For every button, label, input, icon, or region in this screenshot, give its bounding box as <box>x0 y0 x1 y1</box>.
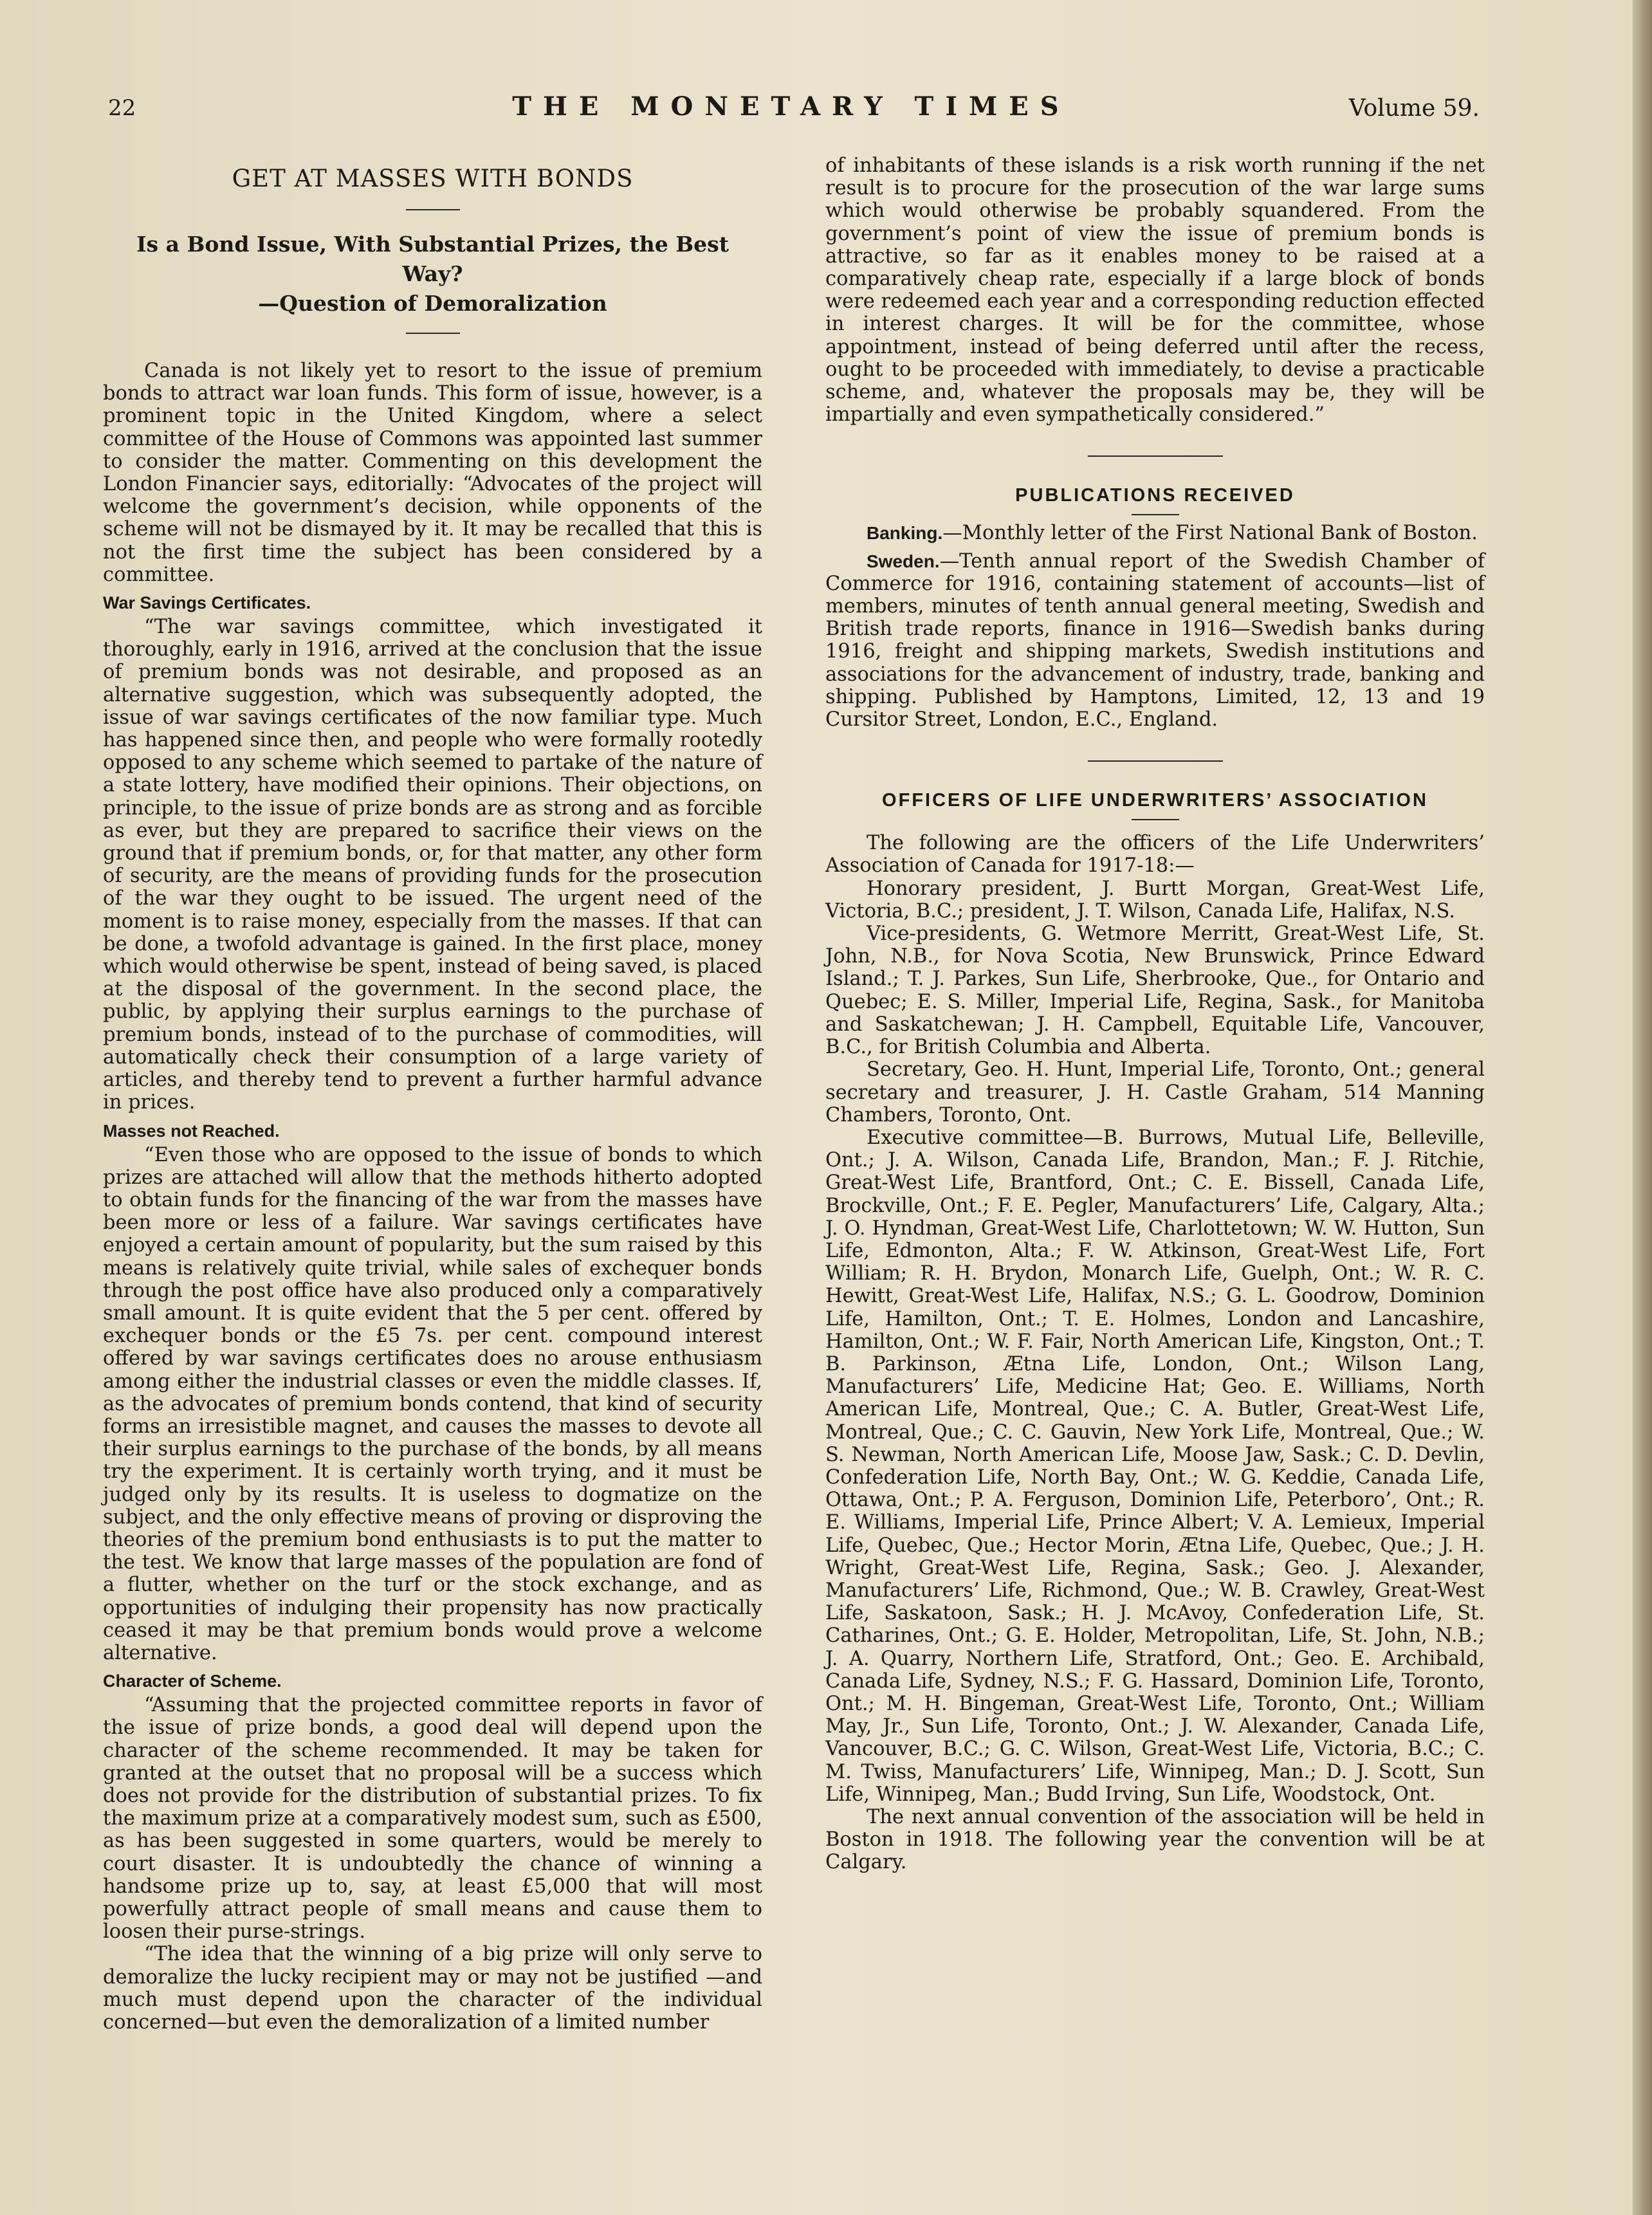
divider <box>406 209 460 210</box>
paragraph: Canada is not likely yet to resort to the issue of premium bonds to attract war loan funds. This form of issue, however, is a prominent topic in the United Kingdom, where a select committee of the House of Commons was appointed last summer to consider the matter. Commenting on this development the London Financier says, editorially: “Advocates of the project will welcome the government’s decision, while opponents of the scheme will not be dismayed by it. It may be recalled that this is not the first time the subject has been considered by a committee. <box>103 360 762 586</box>
divider <box>1088 760 1223 762</box>
paragraph: Vice-presidents, G. Wetmore Merritt, Great-West Life, St. John, N.B., for Nova Scotia, New Brunswick, Prince Edward Island.; T. J. Parkes, Sun Life, Sherbrooke, Que., for Ontario and Quebec; E. S. Miller, Imperial Life, Regina, Sask., for Manitoba and Saskatchewan; J. H. Campbell, Equitable Life, Vancouver, B.C., for British Columbia and Alberta. <box>825 923 1485 1059</box>
section-heading: Masses not Reached. <box>103 1121 280 1141</box>
paragraph: Honorary president, J. Burtt Morgan, Great-West Life, Victoria, B.C.; president, J. T. Wilson, Canada Life, Halifax, N.S. <box>825 877 1485 923</box>
paragraph: “Even those who are opposed to the issue of bonds to which prizes are attached will allow that the methods hitherto adopted to obtain funds for the financing of the war from the masses have been more or less of a failure. War savings certificates have enjoyed a certain amount of popularity, but the sum raised by this means is relatively quite trivial, while sales of exchequer bonds through the post office have also produced only a comparatively small amount. It is quite evident that the 5 per cent. offered by exchequer bonds or the £5 7s. per cent. compound interest offered by war savings certificates does no arouse enthusiasm among either the industrial classes or even the middle classes. If, as the advocates of premium bonds contend, that kind of security forms an irresistible magnet, and causes the masses to devote all their surplus earnings to the purchase of the bonds, by all means try the experiment. It is certainly worth trying, and it must be judged only by its results. It is useless to dogmatize on the subject, and the only effective means of proving or disproving the theories of the premium bond enthusiasts is to put the matter to the test. We know that large masses of the population are fond of a flutter, whether on the turf or the stock exchange, and as opportunities of indulging their propensity has now practically ceased it may be that premium bonds would prove a welcome alternative. <box>103 1143 762 1664</box>
publication-lead: Banking. <box>867 523 943 544</box>
publication-lead: Sweden. <box>867 551 940 571</box>
paragraph: Secretary, Geo. H. Hunt, Imperial Life, Toronto, Ont.; general secretary and treasurer, J. H. Castle Graham, 514 Manning Chambers, Toronto, Ont. <box>825 1058 1485 1126</box>
page-number: 22 <box>108 95 136 121</box>
publication-item <box>825 550 1485 731</box>
paragraph: “The war savings committee, which investigated it thoroughly, early in 1916, arrived at the conclusion that the issue of premium bonds was not desirable, and proposed as an alternative suggestion, which was subsequently adopted, the issue of war savings certificates of the now familiar type. Much has happened since then, and people who were formally rootedly opposed to any scheme which seemed to partake of the nature of a state lottery, have modified their opinions. Their objections, on principle, to the issue of prize bonds are as strong and as forcible as ever, but they are prepared to sacrifice their views on the ground that if premium bonds, or, for that matter, any other form of security, are the means of providing funds for the prosecution of the war they ought to be issued. The urgent need of the moment is to raise money, especially from the masses. If that can be done, a twofold advantage is gained. In the first place, money which would otherwise be spent, instead of being saved, is placed at the disposal of the government. In the second place, the public, by applying their surplus earnings to the purchase of premium bonds, instead of to the purchase of commodities, will automatically check their consumption of a large variety of articles, and thereby tend to prevent a further harmful advance in prices. <box>103 616 762 1114</box>
divider <box>1132 819 1179 820</box>
divider <box>1132 514 1179 515</box>
journal-title: THE MONETARY TIMES <box>512 91 1070 122</box>
publication-item <box>825 522 1485 544</box>
paragraph: The next annual convention of the association will be held in Boston in 1918. The following year the convention will be at Calgary. <box>825 1806 1485 1874</box>
paragraph: “The idea that the winning of a big prize will only serve to demoralize the lucky recipient may or may not be justified —and much must depend upon the character of the individual concerned—but even the demoralization of a limited number <box>103 1943 762 2034</box>
divider <box>406 333 460 334</box>
page-header <box>103 89 1480 127</box>
paragraph: Executive committee—B. Burrows, Mutual Life, Belleville, Ont.; J. A. Wilson, Canada Life, Brandon, Man.; F. J. Ritchie, Great-West Life, Brantford, Ont.; C. E. Bissell, Canada Life, Brockville, Ont.; F. E. Pegler, Manufacturers’ Life, Calgary, Alta.; J. O. Hyndman, Great-West Life, Charlottetown; W. W. Hutton, Sun Life, Edmonton, Alta.; F. W. Atkinson, Great-West Life, Fort William; R. H. Brydon, Monarch Life, Guelph, Ont.; W. R. C. Hewitt, Great-West Life, Halifax, N.S.; G. L. Goodrow, Dominion Life, Hamilton, Ont.; T. E. Holmes, London and Lancashire, Hamilton, Ont.; W. F. Fair, North American Life, Kingston, Ont.; T. B. Parkinson, Ætna Life, London, Ont.; Wilson Lang, Manufacturers’ Life, Medicine Hat; Geo. E. Williams, North American Life, Montreal, Que.; C. A. Butler, Great-West Life, Montreal, Que.; C. C. Gauvin, New York Life, Montreal, Que.; W. S. Newman, North American Life, Moose Jaw, Sask.; C. D. Devlin, Confederation Life, North Bay, Ont.; W. G. Keddie, Canada Life, Ottawa, Ont.; P. A. Ferguson, Dominion Life, Peterboro’, Ont.; R. E. Williams, Imperial Life, Prince Albert; V. A. Lemieux, Imperial Life, Quebec, Que.; Hector Morin, Ætna Life, Quebec, Que.; J. H. Wright, Great-West Life, Regina, Sask.; Geo. J. Alexander, Manufacturers’ Life, Richmond, Que.; W. B. Crawley, Great-West Life, Saskatoon, Sask.; H. J. McAvoy, Confederation Life, St. Catharines, Ont.; G. E. Holder, Metropolitan, Life, St. John, N.B.; J. A. Quarry, Northern Life, Stratford, Ont.; Geo. E. Archibald, Canada Life, Sydney, N.S.; F. G. Hassard, Dominion Life, Toronto, Ont.; M. H. Bingeman, Great-West Life, Toronto, Ont.; William May, Jr., Sun Life, Toronto, Ont.; J. W. Alexander, Canada Life, Vancouver, B.C.; G. C. Wilson, Great-West Life, Victoria, B.C.; C. M. Twiss, Manufacturers’ Life, Winnipeg, Man.; D. J. Scott, Sun Life, Winnipeg, Man.; Budd Irving, Sun Life, Woodstock, Ont. <box>825 1126 1485 1806</box>
publication-text: —Monthly letter of the First National Bank of Boston. <box>942 522 1478 545</box>
left-column <box>103 154 762 2034</box>
page-edge <box>1633 0 1652 2215</box>
section-heading: War Savings Certificates. <box>103 593 311 613</box>
publication-text: —Tenth annual report of the Swedish Chamber of Commerce for 1916, containing statement of accounts—list of members, minutes of tenth annual general meeting, Swedish and British trade reports, finance in 1916—Swedish banks during 1916, freight and shipping markets, Swedish institutions and associations for the advancement of industry, trade, banking and shipping. Published by Hamptons, Limited, 12, 13 and 19 Cursitor Street, London, E.C., England. <box>825 549 1485 731</box>
section-heading: Character of Scheme. <box>103 1671 282 1691</box>
officers-title: OFFICERS OF LIFE UNDERWRITERS’ ASSOCIATION <box>882 790 1428 811</box>
paragraph: The following are the officers of the Life Underwriters’ Association of Canada for 1917-18:— <box>825 832 1485 878</box>
paragraph: “Assuming that the projected committee reports in favor of the issue of prize bonds, a good deal will depend upon the character of the scheme recommended. It may be taken for granted at the outset that no proposal will be a success which does not provide for the distribution of substantial prizes. To fix the maximum prize at a comparatively modest sum, such as £500, as has been suggested in some quarters, would be merely to court disaster. It is undoubtedly the chance of winning a handsome prize up to, say, at least £5,000 that will most powerfully attract people of small means and cause them to loosen their purse-strings. <box>103 1694 762 1944</box>
divider <box>1088 455 1223 457</box>
right-column <box>825 154 1485 1874</box>
article-title: GET AT MASSES WITH BONDS <box>232 165 634 192</box>
article-subtitle-2: —Question of Demoralization <box>258 291 607 316</box>
volume-label: Volume 59. <box>1348 95 1480 122</box>
publications-title: PUBLICATIONS RECEIVED <box>1015 485 1295 506</box>
paragraph-continued: of inhabitants of these islands is a risk worth running if the net result is to procure for the prosecution of the war large sums which would otherwise be probably squandered. From the government’s point of view the issue of premium bonds is attractive, so far as it enables money to be raised at a comparatively cheap rate, especially if a large block of bonds were redeemed each year and a corresponding reduction effected in interest charges. It will be for the committee, whose appointment, instead of being deferred until after the recess, ought to be proceeded with immediately, to devise a practicable scheme, and, whatever the proposals may be, they will be impartially and even sympathetically considered.” <box>825 154 1485 427</box>
article-subtitle-1: Is a Bond Issue, With Substantial Prizes, the Best Way? <box>136 232 729 286</box>
